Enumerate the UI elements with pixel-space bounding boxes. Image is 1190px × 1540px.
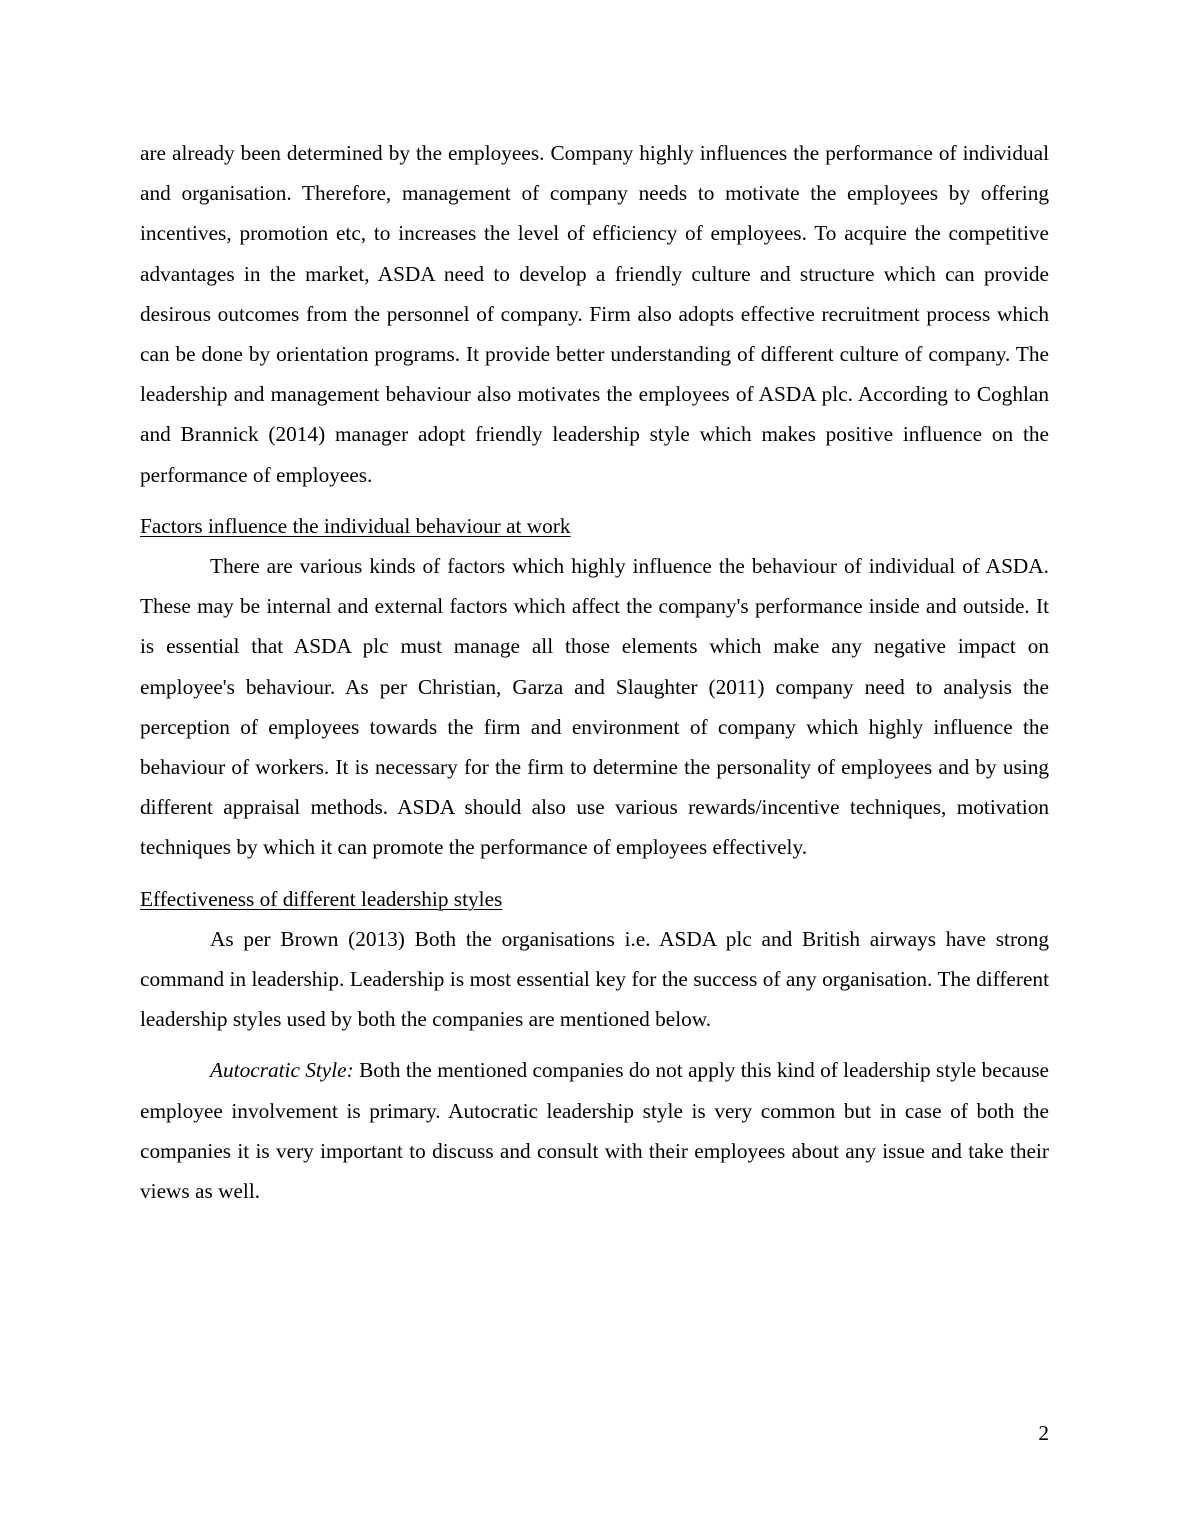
autocratic-label: Autocratic Style: [210,1058,354,1083]
page-number: 2 [1038,1421,1049,1445]
autocratic-text: Both the mentioned companies do not apply this kind of leadership style because employee involvement is primary. Autocratic leadership style is very common but in case of both the companies it is very important to discuss and consult with their employees about any issue and take their views as well. [140,1058,1049,1204]
heading-factors: Factors influence the individual behaviour at work [140,513,571,538]
paragraph-autocratic [140,1050,1049,1211]
paragraph-factors: There are various kinds of factors which highly influence the behaviour of individual of ASDA. These may be internal and external factors which affect the company's performance inside and outside. It is essential that ASDA plc must manage all those elements which make any negative impact on employee's behaviour. As per Christian, Garza and Slaughter (2011) company need to analysis the perception of employees towards the firm and environment of company which highly influence the behaviour of workers. It is necessary for the firm to determine the personality of employees and by using different appraisal methods. ASDA should also use various rewards/incentive techniques, motivation techniques by which it can promote the performance of employees effectively. [140,554,1049,860]
paragraph-continuation: are already been determined by the employees. Company highly influences the performance of individual and organisation. Therefore, management of company needs to motivate the employees by offering incentives, promotion etc, to increases the level of efficiency of employees. To acquire the competitive advantages in the market, ASDA need to develop a friendly culture and structure which can provide desirous outcomes from the personnel of company. Firm also adopts effective recruitment process which can be done by orientation programs. It provide better understanding of different culture of company. The leadership and management behaviour also motivates the employees of ASDA plc. According to Coghlan and Brannick (2014) manager adopt friendly leadership style which makes positive influence on the performance of employees. [140,141,1049,487]
document-page [140,133,1049,1211]
heading-leadership: Effectiveness of different leadership styles [140,886,503,911]
paragraph-leadership: As per Brown (2013) Both the organisations i.e. ASDA plc and British airways have strong command in leadership. Leadership is most essential key for the success of any organisation. The different leadership styles used by both the companies are mentioned below. [140,926,1049,1032]
